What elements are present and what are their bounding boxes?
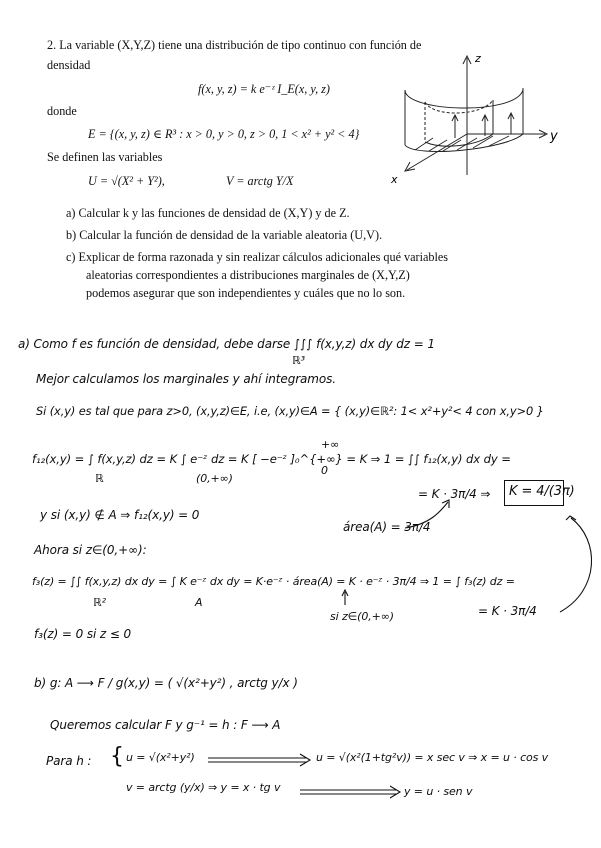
k-to-f3-arrow — [560, 518, 592, 612]
U-definition: U = √(X² + Y²), — [88, 174, 165, 188]
h-u-equation: u = √(x²+y²) — [126, 751, 195, 764]
part-b-line1: b) g: A ⟶ F / g(x,y) = ( √(x²+y²) , arctg y/x ) — [34, 676, 298, 690]
part-a-line3: Si (x,y) es tal que para z>0, (x,y,z)∈E, i.e, (x,y)∈A = { (x,y)∈ℝ²: 1< x²+y²< 4 con x,y>0 } — [36, 404, 544, 418]
part-a-line2: Mejor calculamos los marginales y ahí integramos. — [36, 372, 336, 386]
area-A: área(A) = 3π/4 — [343, 520, 431, 534]
f3-condition: si z∈(0,+∞) — [330, 610, 394, 623]
f12-domain-R: ℝ — [95, 472, 104, 485]
h-v-equation: v = arctg (y/x) ⇒ y = x · tg v — [126, 781, 281, 794]
outside-A-line: y si (x,y) ∉ A ⇒ f₁₂(x,y) = 0 — [40, 508, 200, 522]
inner-bottom-curve — [425, 134, 493, 146]
outer-top-curve — [405, 90, 523, 108]
x-axis-label: x — [391, 173, 398, 186]
f3-domain-R2: ℝ² — [93, 596, 106, 609]
item-c-line2: aleatorias correspondientes a distribuciones marginales de (X,Y,Z) — [86, 268, 410, 282]
f12-line: f₁₂(x,y) = ∫ f(x,y,z) dz = K ∫ e⁻ᶻ dz = K [ −e⁻ᶻ ]₀^{+∞} = K ⇒ 1 = ∫∫ f₁₂(x,y) dx dy = — [32, 452, 511, 466]
defines-label: Se definen las variables — [47, 150, 163, 164]
item-c-line3: podemos asegurar que son independientes y cuáles que no lo son. — [86, 286, 406, 300]
y-axis-label: y — [550, 129, 558, 144]
z-axis-label: z — [475, 52, 481, 65]
part-b-line2: Queremos calcular F y g⁻¹ = h : F ⟶ A — [50, 718, 281, 732]
f3-zero-line: f₃(z) = 0 si z ≤ 0 — [34, 627, 132, 641]
part-b-para: Para h : — [46, 754, 92, 768]
region-sketch — [385, 50, 585, 190]
outer-bottom-curve — [405, 134, 523, 151]
f12-domain-interval: (0,+∞) — [196, 472, 233, 485]
u-implies-arrow-head — [300, 754, 310, 766]
item-c-line1: c) Explicar de forma razonada y sin realizar cálculos adicionales qué variables — [66, 250, 449, 264]
f3-domain-A: A — [195, 596, 203, 609]
set-E-definition: E = {(x, y, z) ∈ R³ : x > 0, y > 0, z > 0, 1 < x² + y² < 4} — [88, 127, 360, 141]
problem-statement — [0, 0, 601, 315]
f3-end: = K · 3π/4 — [478, 604, 537, 618]
v-implies-arrow-head — [390, 786, 400, 798]
part-a-line1-domain: ℝ³ — [292, 354, 305, 367]
h-u-result: u = √(x²(1+tg²v)) = x sec v ⇒ x = u · cos v — [316, 751, 549, 764]
item-b: b) Calcular la función de densidad de la variable aleatoria (U,V). — [66, 228, 383, 242]
area-to-k-arrow-head — [442, 500, 449, 508]
density-formula: f(x, y, z) = k e⁻ᶻ I_E(x, y, z) — [198, 82, 330, 96]
k-derivation: = K · 3π/4 ⇒ — [418, 487, 491, 501]
f3-line: f₃(z) = ∫∫ f(x,y,z) dx dy = ∫ K e⁻ᶻ dx dy = K·e⁻ᶻ · área(A) = K · e⁻ᶻ · 3π/4 ⇒ 1 = ∫ f₃(z) dz = — [32, 575, 515, 588]
f12-lower-limit: 0 — [321, 464, 328, 477]
k-to-f3-arrow-head — [566, 516, 576, 520]
part-a-line1: a) Como f es función de densidad, debe darse ∫∫∫ f(x,y,z) dx dy dz = 1 — [18, 337, 435, 351]
k-result: K = 4/(3π) — [509, 484, 575, 499]
problem-intro-line1: 2. La variable (X,Y,Z) tiene una distribución de tipo continuo con función de — [47, 38, 422, 52]
system-brace: { — [110, 744, 124, 769]
item-a: a) Calcular k y las funciones de densidad de (X,Y) y de Z. — [66, 206, 350, 220]
donde-label: donde — [47, 104, 77, 118]
inner-top-curve — [425, 100, 493, 113]
problem-intro-line2: densidad — [47, 58, 91, 72]
ahora-line: Ahora si z∈(0,+∞): — [34, 543, 147, 557]
h-v-result: y = u · sen v — [404, 785, 473, 798]
f3-area-arrow-head — [342, 590, 348, 596]
f12-upper-limit: +∞ — [321, 438, 340, 451]
V-definition: V = arctg Y/X — [226, 174, 294, 188]
